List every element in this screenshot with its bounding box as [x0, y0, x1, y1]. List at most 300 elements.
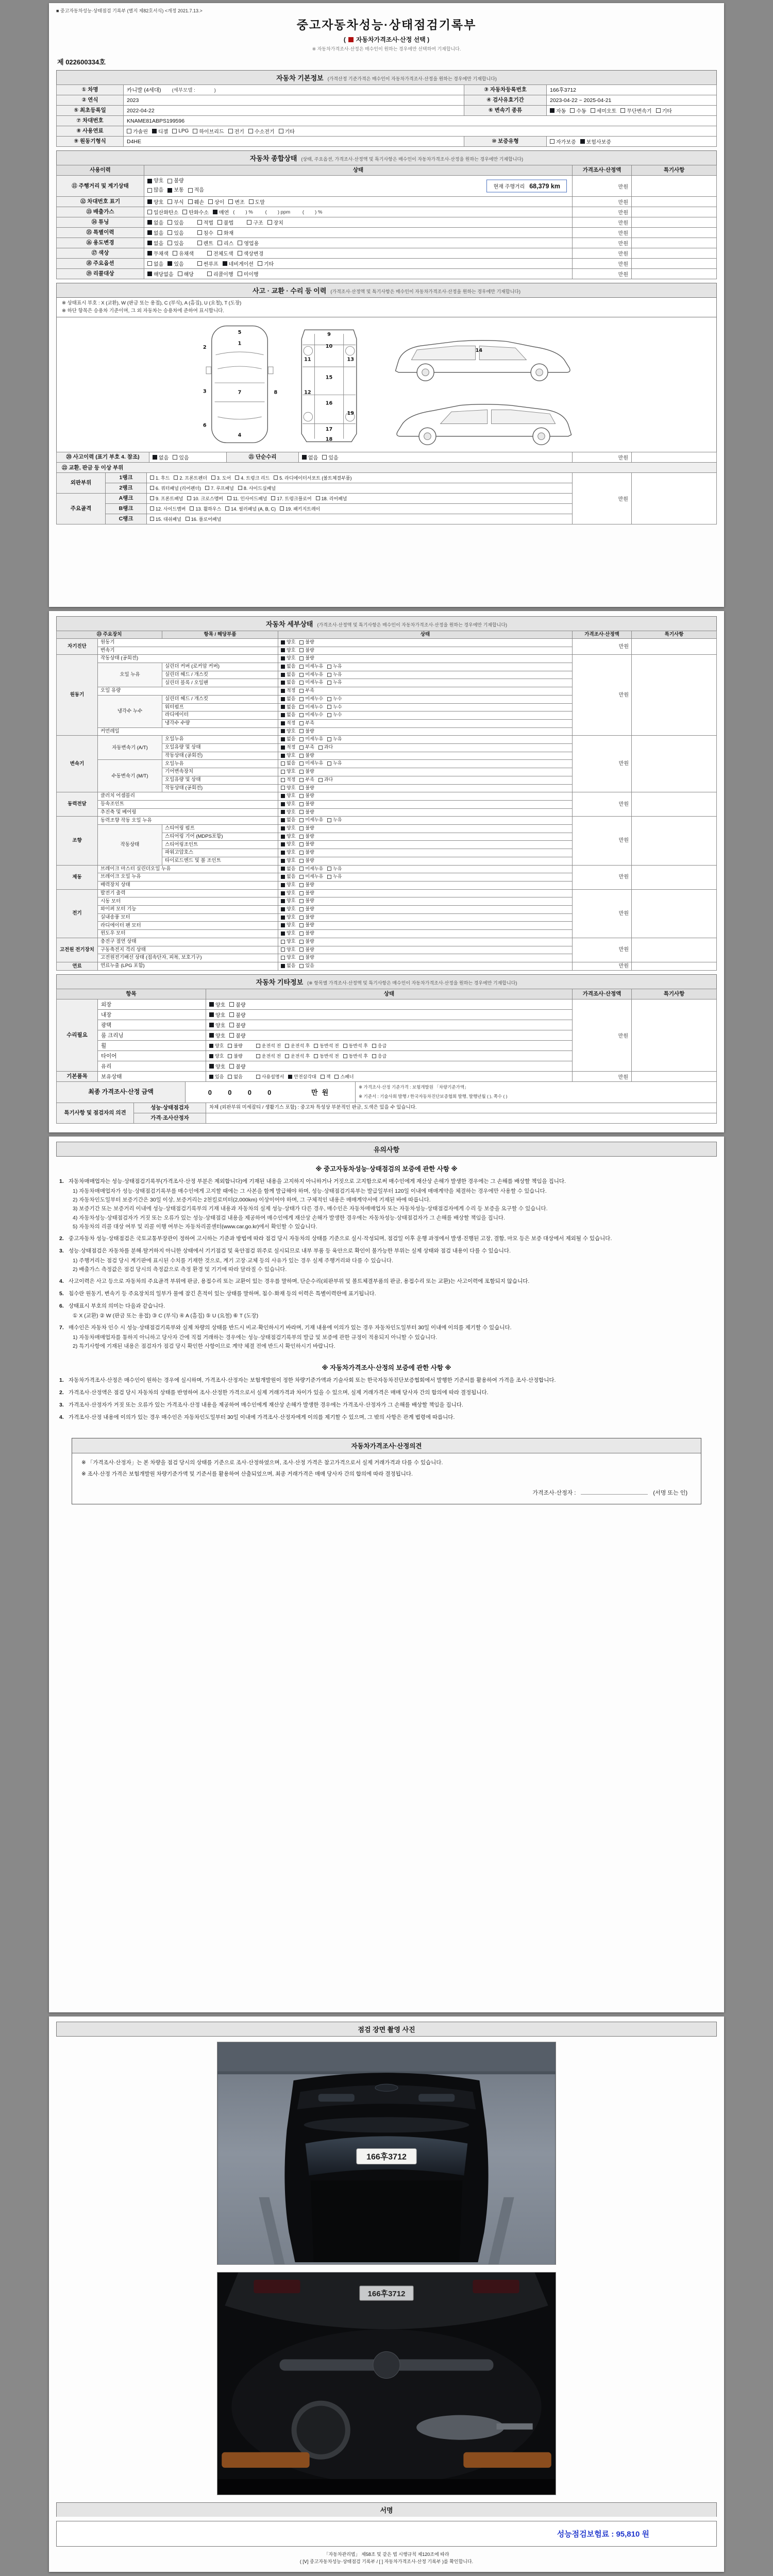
checked-checkbox[interactable] — [281, 826, 285, 831]
cell-text: 2023 — [127, 97, 139, 104]
checked-checkbox[interactable] — [550, 108, 554, 113]
table-row — [57, 197, 717, 207]
checked-checkbox[interactable] — [281, 835, 285, 839]
checked-checkbox[interactable] — [281, 859, 285, 863]
checked-checkbox[interactable] — [281, 681, 285, 685]
checked-checkbox[interactable] — [281, 931, 285, 936]
checked-checkbox[interactable] — [281, 754, 285, 758]
checkbox-label: 불량 — [305, 850, 314, 855]
checkbox-option — [281, 744, 295, 751]
unchecked-checkbox[interactable] — [182, 210, 187, 214]
checked-checkbox[interactable] — [223, 261, 227, 266]
notice-subitem: 1) 자동차매매업자를 통하지 아니하고 당사자 간에 직접 거래하는 경우에는 성능·상태점검기록부의 발급 및 보증에 관한 규정이 적용되지 아니할 수 있습니다. — [73, 1334, 438, 1341]
unchecked-checkbox[interactable] — [150, 496, 154, 500]
checkbox-option — [229, 1021, 245, 1029]
checkbox-label: 2. 프론트펜더 — [179, 475, 207, 481]
unchecked-checkbox[interactable] — [299, 729, 304, 733]
checked-checkbox[interactable] — [281, 810, 285, 814]
checked-checkbox[interactable] — [209, 1075, 213, 1079]
unchecked-checkbox[interactable] — [299, 867, 304, 871]
checked-checkbox[interactable] — [281, 899, 285, 903]
checked-checkbox[interactable] — [281, 697, 285, 701]
unchecked-checkbox[interactable] — [299, 875, 304, 879]
unchecked-checkbox[interactable] — [172, 129, 177, 133]
checked-checkbox[interactable] — [281, 721, 285, 725]
unchecked-checkbox[interactable] — [281, 956, 285, 960]
table-row — [57, 106, 717, 116]
unchecked-checkbox[interactable] — [299, 931, 304, 936]
unchecked-checkbox[interactable] — [327, 875, 331, 879]
unchecked-checkbox[interactable] — [281, 940, 285, 944]
checkbox-option — [302, 453, 318, 461]
checked-checkbox[interactable] — [152, 129, 157, 133]
unchecked-checkbox[interactable] — [299, 940, 304, 944]
checked-checkbox[interactable] — [281, 729, 285, 733]
diagram-part-number: 19 — [347, 410, 354, 416]
checkbox-option — [197, 260, 219, 267]
checked-checkbox[interactable] — [281, 916, 285, 920]
checkbox-option — [299, 898, 314, 904]
checked-checkbox[interactable] — [288, 1075, 292, 1079]
unchecked-checkbox[interactable] — [372, 1054, 376, 1058]
checked-checkbox[interactable] — [209, 1044, 213, 1048]
unchecked-checkbox[interactable] — [322, 455, 327, 460]
unchecked-checkbox[interactable] — [299, 956, 304, 960]
table-row — [57, 207, 717, 217]
checked-checkbox[interactable] — [147, 179, 152, 183]
table-cell — [57, 176, 144, 197]
checked-checkbox[interactable] — [281, 883, 285, 887]
cell-text: 기어변속장치 — [165, 769, 194, 775]
unchecked-checkbox[interactable] — [228, 1075, 232, 1079]
unchecked-checkbox[interactable] — [299, 665, 304, 669]
checked-checkbox[interactable] — [281, 867, 285, 871]
unchecked-checkbox[interactable] — [127, 129, 131, 133]
measurement-blanks: ( ) % ( ) ppm ( ) % — [233, 209, 323, 215]
unchecked-checkbox[interactable] — [211, 476, 215, 480]
unchecked-checkbox[interactable] — [225, 506, 229, 511]
checkbox-option — [281, 922, 295, 928]
checkbox-label: 부족 — [305, 720, 314, 725]
unchecked-checkbox[interactable] — [299, 705, 304, 709]
unchecked-checkbox[interactable] — [238, 251, 242, 256]
unchecked-checkbox[interactable] — [299, 810, 304, 814]
document-title: 중고자동차성능·상태점검기록부 — [296, 18, 477, 31]
checked-checkbox[interactable] — [281, 907, 285, 911]
checkbox-option — [327, 866, 342, 872]
table-cell — [573, 176, 632, 197]
checked-checkbox[interactable] — [281, 665, 285, 669]
signature-area[interactable] — [56, 2521, 717, 2547]
checkbox-option — [228, 198, 244, 206]
notice-item — [59, 1324, 713, 1332]
unchecked-checkbox[interactable] — [267, 220, 272, 225]
unchecked-checkbox[interactable] — [207, 272, 212, 276]
photo-plate-number: 166후3712 — [366, 2152, 407, 2162]
unchecked-checkbox[interactable] — [197, 220, 202, 225]
unchecked-checkbox[interactable] — [173, 455, 177, 460]
unchecked-checkbox[interactable] — [271, 496, 275, 500]
unchecked-checkbox[interactable] — [167, 230, 172, 235]
unchecked-checkbox[interactable] — [550, 139, 554, 144]
checked-checkbox[interactable] — [209, 1064, 214, 1069]
checkbox-label: 있음 — [174, 231, 184, 237]
unchecked-checkbox[interactable] — [197, 261, 202, 266]
table-cell — [632, 228, 717, 238]
unchecked-checkbox[interactable] — [327, 761, 331, 766]
unchecked-checkbox[interactable] — [299, 754, 304, 758]
checked-checkbox[interactable] — [281, 689, 285, 693]
checkbox-option — [299, 720, 314, 726]
unchecked-checkbox[interactable] — [299, 907, 304, 911]
unchecked-checkbox[interactable] — [372, 1044, 376, 1048]
checked-checkbox[interactable] — [147, 220, 152, 225]
notice-text: 가격조사·산정 내용에 이의가 있는 경우 매수인은 자동차인도일부터 30일 이내에 가격조사·산정자에게 이의를 제기할 수 있으며, 그 밖의 사항은 관계 법령에 따릅니다. — [69, 1414, 455, 1420]
unchecked-checkbox[interactable] — [256, 1075, 260, 1079]
unchecked-checkbox[interactable] — [314, 1044, 318, 1048]
unchecked-checkbox[interactable] — [299, 802, 304, 806]
checkbox-option — [217, 218, 233, 226]
price-survey-select-checkbox[interactable] — [348, 37, 354, 42]
unchecked-checkbox[interactable] — [327, 697, 331, 701]
unchecked-checkbox[interactable] — [299, 826, 304, 831]
unchecked-checkbox[interactable] — [299, 737, 304, 741]
unchecked-checkbox[interactable] — [285, 1054, 289, 1058]
cell-text: 주요골격 — [70, 505, 92, 512]
checked-checkbox[interactable] — [281, 737, 285, 741]
unchecked-checkbox[interactable] — [173, 251, 177, 256]
unchecked-checkbox[interactable] — [167, 179, 172, 183]
diagram-part-number: 11 — [304, 357, 311, 363]
table-cell — [57, 85, 124, 95]
unchecked-checkbox[interactable] — [193, 129, 197, 133]
unchecked-checkbox[interactable] — [299, 835, 304, 839]
checkbox-option — [256, 1042, 281, 1049]
checkbox-option — [299, 914, 314, 921]
checked-checkbox[interactable] — [281, 851, 285, 855]
unchecked-checkbox[interactable] — [217, 241, 222, 245]
cell-text: 만원 — [618, 761, 629, 767]
unchecked-checkbox[interactable] — [299, 916, 304, 920]
table-cell — [162, 719, 278, 727]
unchecked-checkbox[interactable] — [299, 818, 304, 822]
cell-text: 클러치 어셈블리 — [100, 793, 135, 799]
checkbox-label: 불량 — [305, 922, 314, 928]
checked-checkbox[interactable] — [209, 1002, 214, 1007]
checked-checkbox[interactable] — [281, 923, 285, 927]
table-cell — [573, 817, 632, 865]
unchecked-checkbox[interactable] — [188, 199, 193, 204]
checked-checkbox[interactable] — [281, 875, 285, 879]
unchecked-checkbox[interactable] — [299, 689, 304, 693]
unchecked-checkbox[interactable] — [235, 476, 239, 480]
checked-checkbox[interactable] — [209, 1023, 214, 1027]
unchecked-checkbox[interactable] — [174, 476, 178, 480]
checkbox-option — [235, 474, 270, 481]
table-cell — [278, 808, 573, 817]
unchecked-checkbox[interactable] — [229, 1002, 234, 1007]
checkbox-option — [299, 874, 323, 880]
unchecked-checkbox[interactable] — [591, 108, 595, 113]
checked-checkbox[interactable] — [213, 210, 217, 214]
cell-text: 상태 — [420, 632, 430, 637]
checked-checkbox[interactable] — [281, 794, 285, 798]
table-cell — [632, 238, 717, 248]
unchecked-checkbox[interactable] — [299, 761, 304, 766]
unchecked-checkbox[interactable] — [217, 230, 222, 235]
unchecked-checkbox[interactable] — [190, 506, 194, 511]
unchecked-checkbox[interactable] — [150, 506, 154, 511]
unchecked-checkbox[interactable] — [178, 272, 182, 276]
unchecked-checkbox[interactable] — [229, 1033, 234, 1038]
unchecked-checkbox[interactable] — [280, 506, 284, 511]
cell-text: 외장 — [101, 1002, 112, 1008]
checked-checkbox[interactable] — [147, 230, 152, 235]
checked-checkbox[interactable] — [281, 964, 285, 968]
table-cell — [98, 865, 278, 873]
cell-text: 만원 — [618, 643, 629, 650]
unchecked-checkbox[interactable] — [150, 476, 154, 480]
diagram-part-number: 3 — [203, 388, 207, 395]
unchecked-checkbox[interactable] — [147, 188, 152, 193]
unchecked-checkbox[interactable] — [147, 210, 152, 214]
unchecked-checkbox[interactable] — [274, 476, 278, 480]
checked-checkbox[interactable] — [281, 891, 285, 895]
cell-text: 고전원 전기장치 — [60, 947, 94, 953]
unchecked-checkbox[interactable] — [281, 778, 285, 782]
checked-checkbox[interactable] — [147, 241, 152, 245]
accident-legend — [56, 297, 717, 317]
unchecked-checkbox[interactable] — [187, 496, 191, 500]
table-cell — [278, 687, 573, 696]
table-cell — [57, 165, 144, 176]
checkbox-label: 19. 패키지트레이 — [285, 506, 321, 512]
unchecked-checkbox[interactable] — [299, 899, 304, 903]
checked-checkbox[interactable] — [153, 455, 157, 460]
checked-checkbox[interactable] — [147, 251, 152, 256]
cell-text: 특기사항 및 점검자의 의견 — [64, 1109, 126, 1116]
unchecked-checkbox[interactable] — [299, 697, 304, 701]
cell-text: 광택 — [101, 1022, 112, 1028]
checkbox-label: 없음 — [308, 455, 318, 461]
unchecked-checkbox[interactable] — [229, 1064, 234, 1069]
notice-subitem: 1) 자동차매매업자가 성능·상태점검기록부를 매수인에게 고지할 때에는 그 사본을 함께 발급해야 하며, 성능·상태점검기록부는 발급일부터 120일 이내에 매매계약을 체결하는 경우에만 사용할 수 있습니다. — [73, 1188, 547, 1194]
table-cell — [98, 655, 278, 663]
unchecked-checkbox[interactable] — [299, 923, 304, 927]
checkbox-option — [281, 841, 295, 848]
unchecked-checkbox[interactable] — [256, 1044, 260, 1048]
unchecked-checkbox[interactable] — [299, 947, 304, 952]
unchecked-checkbox[interactable] — [281, 786, 285, 790]
unchecked-checkbox[interactable] — [299, 883, 304, 887]
checked-checkbox[interactable] — [281, 705, 285, 709]
photo-front-svg — [217, 2042, 556, 2264]
checked-checkbox[interactable] — [281, 640, 285, 645]
signature-blank[interactable] — [581, 1488, 648, 1495]
table-cell — [278, 671, 573, 679]
unchecked-checkbox[interactable] — [228, 1044, 232, 1048]
unchecked-checkbox[interactable] — [327, 818, 331, 822]
checked-checkbox[interactable] — [580, 139, 585, 144]
checkbox-label: 부족 — [305, 744, 314, 750]
unchecked-checkbox[interactable] — [318, 778, 323, 782]
checked-checkbox[interactable] — [281, 713, 285, 717]
checked-checkbox[interactable] — [281, 648, 285, 652]
checkbox-label: 불량 — [305, 825, 314, 831]
unchecked-checkbox[interactable] — [327, 713, 331, 717]
unchecked-checkbox[interactable] — [256, 1054, 260, 1058]
unchecked-checkbox[interactable] — [167, 241, 172, 245]
unchecked-checkbox[interactable] — [238, 272, 242, 276]
unchecked-checkbox[interactable] — [228, 129, 233, 133]
unchecked-checkbox[interactable] — [299, 859, 304, 863]
notice-subitem: 3) 보증기간 또는 보증거리 이내에 성능·상태점검기록부의 기재 내용과 자동차의 실제 성능·상태가 다른 경우, 매수인은 자동차매매업자 또는 자동차성능·상태점검자에게 수리 등 보증을 요구할 수 있습니다. — [73, 1206, 548, 1212]
lift-arm-left — [222, 2452, 309, 2468]
checkbox-option — [299, 890, 314, 896]
unchecked-checkbox[interactable] — [299, 786, 304, 790]
unchecked-checkbox[interactable] — [299, 964, 304, 968]
checked-checkbox[interactable] — [281, 745, 285, 750]
unchecked-checkbox[interactable] — [321, 1075, 325, 1079]
unchecked-checkbox[interactable] — [620, 108, 625, 113]
unchecked-checkbox[interactable] — [343, 1044, 347, 1048]
unchecked-checkbox[interactable] — [327, 673, 331, 677]
unchecked-checkbox[interactable] — [188, 188, 193, 193]
table-cell — [162, 744, 278, 752]
checked-checkbox[interactable] — [147, 272, 152, 276]
unchecked-checkbox[interactable] — [299, 745, 304, 750]
unchecked-checkbox[interactable] — [167, 199, 172, 204]
unchecked-checkbox[interactable] — [228, 1054, 232, 1058]
unchecked-checkbox[interactable] — [299, 721, 304, 725]
checked-checkbox[interactable] — [209, 1054, 213, 1058]
checkbox-label: 없음 — [154, 221, 164, 227]
unchecked-checkbox[interactable] — [327, 867, 331, 871]
unchecked-checkbox[interactable] — [318, 745, 323, 750]
unchecked-checkbox[interactable] — [299, 713, 304, 717]
checkbox-label: 보통 — [174, 188, 184, 194]
unchecked-checkbox[interactable] — [314, 1054, 318, 1058]
unchecked-checkbox[interactable] — [281, 770, 285, 774]
unchecked-checkbox[interactable] — [327, 681, 331, 685]
checked-checkbox[interactable] — [209, 1033, 214, 1038]
unchecked-checkbox[interactable] — [299, 681, 304, 685]
checked-checkbox[interactable] — [281, 818, 285, 822]
unchecked-checkbox[interactable] — [150, 486, 154, 490]
unchecked-checkbox[interactable] — [150, 517, 154, 521]
checked-checkbox[interactable] — [281, 842, 285, 846]
unchecked-checkbox[interactable] — [299, 891, 304, 895]
checkbox-label: 양호 — [215, 1043, 224, 1048]
unchecked-checkbox[interactable] — [229, 1012, 234, 1017]
checkbox-label: 사용설명서 — [261, 1074, 284, 1079]
table-cell — [57, 736, 98, 792]
notice-text: 중고자동차 성능·상태점검은 국토교통부장관이 정하여 고시하는 기준과 방법에 따라 점검 당시 자동차의 상태를 기준으로 실시·작성되며, 점검일 이후 운행 과정에서 발생·진행된 고장, 결함, 마모 등은 보증 대상에서 제외될 수 있습니다. — [69, 1235, 612, 1242]
unchecked-checkbox[interactable] — [258, 261, 262, 266]
unchecked-checkbox[interactable] — [299, 851, 304, 855]
checked-checkbox[interactable] — [281, 802, 285, 806]
unchecked-checkbox[interactable] — [229, 1023, 234, 1027]
unchecked-checkbox[interactable] — [238, 486, 242, 490]
unchecked-checkbox[interactable] — [281, 761, 285, 766]
unchecked-checkbox[interactable] — [208, 199, 213, 204]
unchecked-checkbox[interactable] — [227, 496, 231, 500]
unchecked-checkbox[interactable] — [247, 220, 251, 225]
table-cell — [206, 1072, 573, 1082]
checked-checkbox[interactable] — [167, 188, 172, 193]
unchecked-checkbox[interactable] — [334, 1075, 339, 1079]
unchecked-checkbox[interactable] — [299, 648, 304, 652]
unchecked-checkbox[interactable] — [299, 794, 304, 798]
unchecked-checkbox[interactable] — [299, 673, 304, 677]
table-cell — [632, 638, 717, 654]
table-row — [57, 1103, 717, 1113]
checked-checkbox[interactable] — [209, 1012, 214, 1017]
checked-checkbox[interactable] — [302, 455, 307, 460]
checkbox-option — [281, 688, 295, 694]
notice-subitem: 4) 자동차성능·상태점검자가 거짓 또는 오류가 있는 성능·상태점검 내용을 제공하여 매수인에게 재산상 손해가 발생한 경우에는 자동차성능·상태점검자가 그 손해를 배상할 책임을 집니다. — [73, 1214, 505, 1221]
unchecked-checkbox[interactable] — [327, 705, 331, 709]
checkbox-label: 양호 — [287, 914, 296, 920]
legal-confirmation-line-2: ( [Ⅴ] 중고자동차성능·상태점검 기록부 / [ ] 자동차가격조사·산정 기록부 )를 확인합니다. — [299, 2559, 474, 2565]
unchecked-checkbox[interactable] — [238, 241, 242, 245]
unchecked-checkbox[interactable] — [327, 737, 331, 741]
unchecked-checkbox[interactable] — [207, 251, 212, 256]
unchecked-checkbox[interactable] — [249, 199, 254, 204]
cell-text: 등속조인트 — [100, 801, 124, 807]
unchecked-checkbox[interactable] — [248, 129, 253, 133]
unchecked-checkbox[interactable] — [186, 517, 190, 521]
checked-checkbox[interactable] — [281, 673, 285, 677]
table-cell — [98, 954, 278, 962]
unchecked-checkbox[interactable] — [279, 129, 283, 133]
checkbox-option — [167, 260, 183, 267]
checked-checkbox[interactable] — [281, 656, 285, 660]
checkbox-label: 기타 — [263, 262, 274, 268]
unchecked-checkbox[interactable] — [197, 241, 202, 245]
cell-text: 만원 — [618, 210, 628, 216]
unchecked-checkbox[interactable] — [299, 656, 304, 660]
unchecked-checkbox[interactable] — [343, 1054, 347, 1058]
unchecked-checkbox[interactable] — [167, 220, 172, 225]
unchecked-checkbox[interactable] — [217, 220, 222, 225]
unchecked-checkbox[interactable] — [228, 199, 233, 204]
unchecked-checkbox[interactable] — [205, 486, 209, 490]
unchecked-checkbox[interactable] — [316, 496, 320, 500]
cell-text: 카니발 (4세대) — [127, 87, 161, 93]
unchecked-checkbox[interactable] — [570, 108, 575, 113]
unchecked-checkbox[interactable] — [656, 108, 661, 113]
checkbox-option — [318, 744, 333, 751]
unchecked-checkbox[interactable] — [299, 842, 304, 846]
unchecked-checkbox[interactable] — [147, 261, 152, 266]
table-row — [57, 655, 717, 663]
unchecked-checkbox[interactable] — [197, 230, 202, 235]
checked-checkbox[interactable] — [167, 261, 172, 266]
unchecked-checkbox[interactable] — [299, 640, 304, 645]
unchecked-checkbox[interactable] — [299, 778, 304, 782]
unchecked-checkbox[interactable] — [281, 947, 285, 952]
checked-checkbox[interactable] — [147, 199, 152, 204]
unchecked-checkbox[interactable] — [285, 1044, 289, 1048]
unchecked-checkbox[interactable] — [327, 665, 331, 669]
unchecked-checkbox[interactable] — [299, 770, 304, 774]
cell-text: KNAME81ABPS199596 — [127, 117, 185, 124]
spare-tire — [294, 2403, 348, 2457]
checkbox-option — [247, 218, 263, 226]
table-cell — [98, 792, 278, 801]
table-cell — [162, 841, 278, 849]
